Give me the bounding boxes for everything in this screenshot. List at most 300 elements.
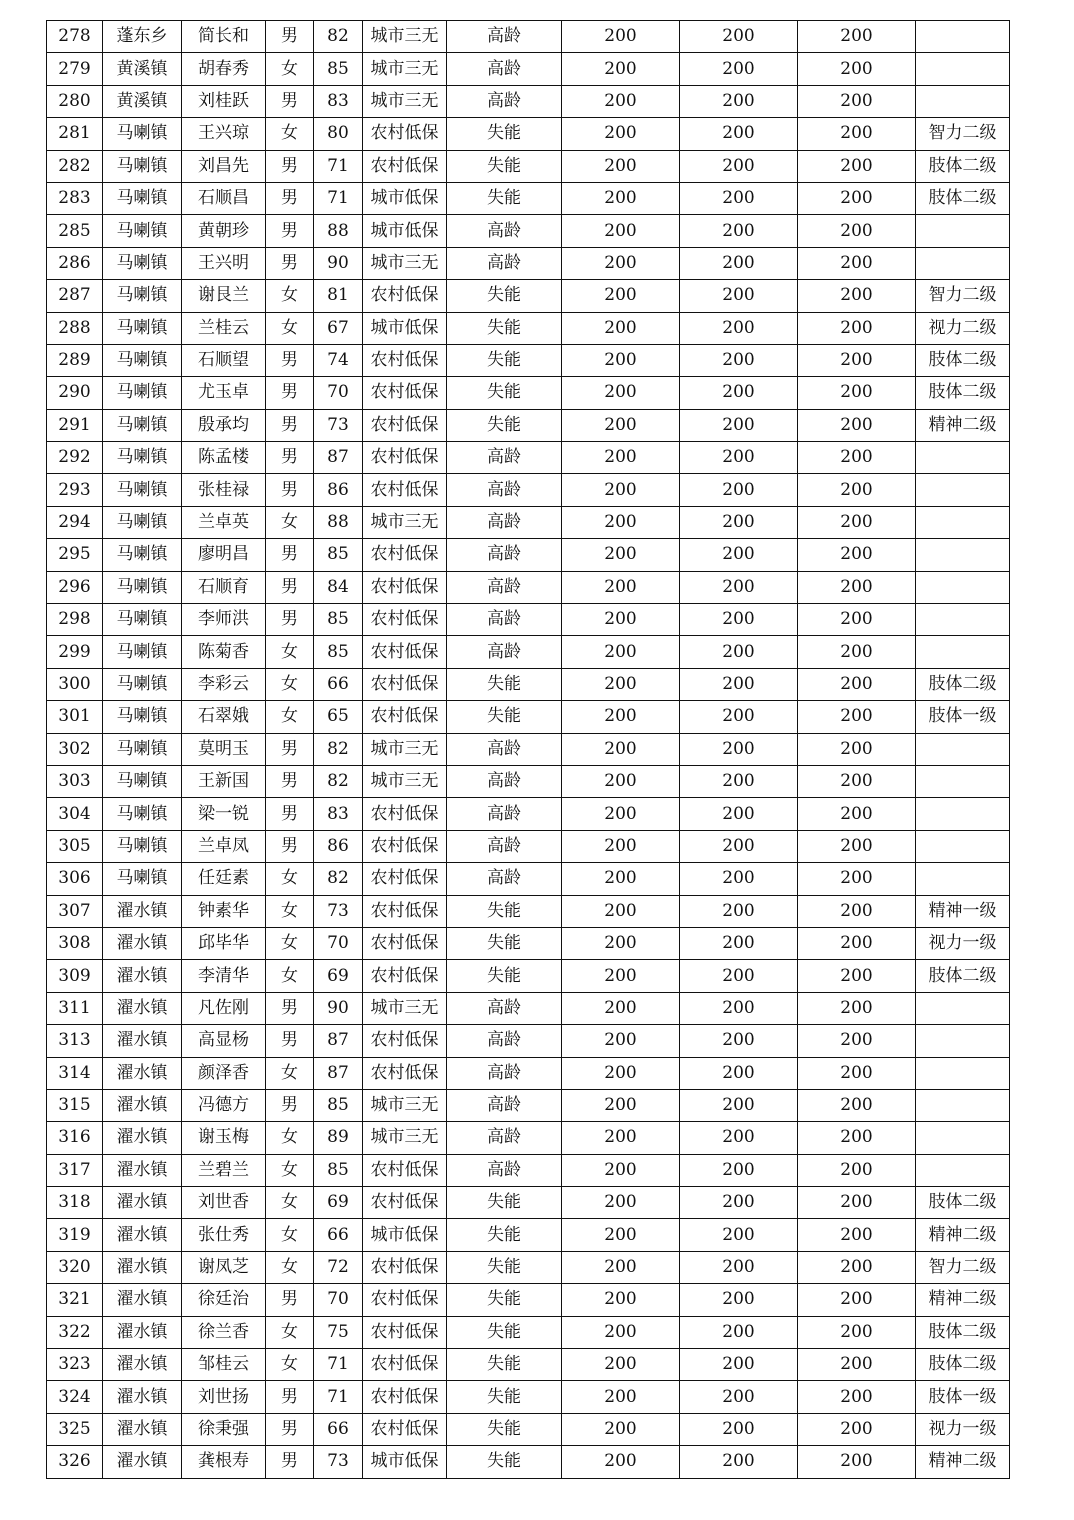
cell-amount-3: 200 — [798, 636, 916, 668]
cell-amount-2: 200 — [680, 409, 798, 441]
cell-amount-2: 200 — [680, 1219, 798, 1251]
cell-type: 高龄 — [447, 1122, 562, 1154]
table-row — [47, 312, 1010, 344]
cell-category: 农村低保 — [363, 798, 447, 830]
cell-township: 马喇镇 — [103, 765, 182, 797]
cell-type: 高龄 — [447, 442, 562, 474]
cell-serial-number: 302 — [47, 733, 103, 765]
cell-amount-2: 200 — [680, 830, 798, 862]
cell-name: 任廷素 — [182, 863, 266, 895]
cell-township: 濯水镇 — [103, 1446, 182, 1478]
cell-amount-3: 200 — [798, 53, 916, 85]
cell-age: 85 — [314, 53, 363, 85]
table-row — [47, 506, 1010, 538]
cell-serial-number: 293 — [47, 474, 103, 506]
table-row — [47, 1089, 1010, 1121]
cell-amount-3: 200 — [798, 474, 916, 506]
cell-name: 兰碧兰 — [182, 1154, 266, 1186]
cell-name: 徐廷治 — [182, 1284, 266, 1316]
cell-category: 城市三无 — [363, 765, 447, 797]
cell-type: 失能 — [447, 1381, 562, 1413]
cell-amount-2: 200 — [680, 571, 798, 603]
cell-category: 城市低保 — [363, 215, 447, 247]
cell-amount-1: 200 — [562, 895, 680, 927]
cell-disability-level — [916, 474, 1010, 506]
cell-name: 张桂禄 — [182, 474, 266, 506]
cell-amount-3: 200 — [798, 539, 916, 571]
cell-township: 马喇镇 — [103, 118, 182, 150]
cell-serial-number: 316 — [47, 1122, 103, 1154]
cell-amount-3: 200 — [798, 733, 916, 765]
cell-amount-2: 200 — [680, 1316, 798, 1348]
cell-gender: 女 — [266, 895, 314, 927]
cell-township: 濯水镇 — [103, 1187, 182, 1219]
cell-serial-number: 279 — [47, 53, 103, 85]
cell-amount-1: 200 — [562, 442, 680, 474]
cell-township: 濯水镇 — [103, 1349, 182, 1381]
cell-age: 80 — [314, 118, 363, 150]
cell-name: 石顺望 — [182, 344, 266, 376]
cell-gender: 男 — [266, 539, 314, 571]
cell-amount-2: 200 — [680, 636, 798, 668]
cell-township: 马喇镇 — [103, 312, 182, 344]
cell-type: 高龄 — [447, 1025, 562, 1057]
cell-amount-3: 200 — [798, 215, 916, 247]
cell-amount-3: 200 — [798, 118, 916, 150]
cell-age: 66 — [314, 668, 363, 700]
cell-gender: 男 — [266, 409, 314, 441]
cell-gender: 女 — [266, 636, 314, 668]
cell-township: 马喇镇 — [103, 442, 182, 474]
cell-amount-3: 200 — [798, 1316, 916, 1348]
cell-category: 农村低保 — [363, 1251, 447, 1283]
cell-name: 李师洪 — [182, 604, 266, 636]
cell-amount-2: 200 — [680, 53, 798, 85]
cell-age: 85 — [314, 636, 363, 668]
cell-disability-level: 肢体二级 — [916, 1349, 1010, 1381]
cell-type: 高龄 — [447, 1089, 562, 1121]
cell-type: 失能 — [447, 312, 562, 344]
cell-disability-level — [916, 539, 1010, 571]
cell-age: 90 — [314, 992, 363, 1024]
cell-serial-number: 286 — [47, 247, 103, 279]
cell-amount-1: 200 — [562, 506, 680, 538]
table-row — [47, 798, 1010, 830]
cell-disability-level — [916, 1122, 1010, 1154]
cell-amount-1: 200 — [562, 1057, 680, 1089]
cell-amount-2: 200 — [680, 150, 798, 182]
cell-township: 黄溪镇 — [103, 53, 182, 85]
cell-disability-level — [916, 506, 1010, 538]
cell-amount-1: 200 — [562, 85, 680, 117]
cell-gender: 女 — [266, 927, 314, 959]
table-row — [47, 1025, 1010, 1057]
cell-disability-level: 智力二级 — [916, 118, 1010, 150]
table-row — [47, 1413, 1010, 1445]
cell-serial-number: 307 — [47, 895, 103, 927]
cell-type: 高龄 — [447, 765, 562, 797]
cell-name: 谢艮兰 — [182, 280, 266, 312]
cell-amount-3: 200 — [798, 1187, 916, 1219]
cell-amount-3: 200 — [798, 960, 916, 992]
table-row — [47, 863, 1010, 895]
cell-disability-level — [916, 571, 1010, 603]
cell-name: 殷承均 — [182, 409, 266, 441]
cell-type: 失能 — [447, 1187, 562, 1219]
cell-age: 71 — [314, 1381, 363, 1413]
cell-amount-3: 200 — [798, 344, 916, 376]
cell-amount-1: 200 — [562, 1089, 680, 1121]
cell-gender: 女 — [266, 1219, 314, 1251]
cell-category: 农村低保 — [363, 1381, 447, 1413]
cell-amount-3: 200 — [798, 1057, 916, 1089]
cell-gender: 男 — [266, 1381, 314, 1413]
cell-type: 高龄 — [447, 604, 562, 636]
cell-disability-level: 视力一级 — [916, 1413, 1010, 1445]
cell-type: 失能 — [447, 1251, 562, 1283]
cell-gender: 男 — [266, 215, 314, 247]
cell-serial-number: 290 — [47, 377, 103, 409]
cell-amount-2: 200 — [680, 539, 798, 571]
cell-amount-3: 200 — [798, 1446, 916, 1478]
cell-type: 高龄 — [447, 571, 562, 603]
cell-gender: 男 — [266, 182, 314, 214]
table-row — [47, 1219, 1010, 1251]
cell-amount-2: 200 — [680, 312, 798, 344]
cell-amount-3: 200 — [798, 442, 916, 474]
cell-type: 高龄 — [447, 539, 562, 571]
cell-gender: 男 — [266, 992, 314, 1024]
cell-type: 失能 — [447, 895, 562, 927]
cell-township: 濯水镇 — [103, 1219, 182, 1251]
cell-disability-level: 肢体二级 — [916, 182, 1010, 214]
cell-disability-level — [916, 247, 1010, 279]
cell-township: 马喇镇 — [103, 863, 182, 895]
cell-amount-1: 200 — [562, 1381, 680, 1413]
cell-age: 89 — [314, 1122, 363, 1154]
cell-disability-level — [916, 215, 1010, 247]
cell-category: 城市三无 — [363, 247, 447, 279]
cell-type: 高龄 — [447, 474, 562, 506]
cell-category: 农村低保 — [363, 1057, 447, 1089]
cell-amount-1: 200 — [562, 150, 680, 182]
cell-serial-number: 318 — [47, 1187, 103, 1219]
cell-disability-level: 肢体二级 — [916, 1187, 1010, 1219]
cell-category: 农村低保 — [363, 1316, 447, 1348]
cell-amount-2: 200 — [680, 182, 798, 214]
cell-gender: 女 — [266, 960, 314, 992]
table-row — [47, 247, 1010, 279]
cell-age: 71 — [314, 182, 363, 214]
cell-name: 石顺育 — [182, 571, 266, 603]
cell-age: 82 — [314, 863, 363, 895]
cell-amount-1: 200 — [562, 1251, 680, 1283]
cell-type: 失能 — [447, 1284, 562, 1316]
cell-amount-2: 200 — [680, 21, 798, 53]
table-row — [47, 992, 1010, 1024]
cell-category: 城市低保 — [363, 182, 447, 214]
table-row — [47, 53, 1010, 85]
cell-category: 城市三无 — [363, 992, 447, 1024]
cell-name: 廖明昌 — [182, 539, 266, 571]
cell-township: 濯水镇 — [103, 960, 182, 992]
table-row — [47, 604, 1010, 636]
cell-category: 农村低保 — [363, 539, 447, 571]
cell-amount-2: 200 — [680, 474, 798, 506]
cell-type: 失能 — [447, 182, 562, 214]
table-row — [47, 377, 1010, 409]
cell-amount-2: 200 — [680, 895, 798, 927]
cell-type: 高龄 — [447, 1057, 562, 1089]
cell-amount-3: 200 — [798, 1284, 916, 1316]
cell-amount-2: 200 — [680, 280, 798, 312]
cell-township: 马喇镇 — [103, 830, 182, 862]
cell-gender: 男 — [266, 1025, 314, 1057]
table-row — [47, 21, 1010, 53]
cell-gender: 女 — [266, 863, 314, 895]
cell-age: 70 — [314, 1284, 363, 1316]
cell-serial-number: 301 — [47, 701, 103, 733]
table-row — [47, 927, 1010, 959]
cell-serial-number: 291 — [47, 409, 103, 441]
cell-township: 马喇镇 — [103, 377, 182, 409]
cell-disability-level: 肢体二级 — [916, 150, 1010, 182]
cell-gender: 男 — [266, 1413, 314, 1445]
cell-disability-level — [916, 1089, 1010, 1121]
table-row — [47, 571, 1010, 603]
cell-amount-1: 200 — [562, 701, 680, 733]
cell-amount-3: 200 — [798, 280, 916, 312]
cell-amount-3: 200 — [798, 247, 916, 279]
cell-amount-1: 200 — [562, 604, 680, 636]
table-row — [47, 1446, 1010, 1478]
cell-gender: 女 — [266, 280, 314, 312]
cell-age: 66 — [314, 1219, 363, 1251]
cell-gender: 男 — [266, 442, 314, 474]
cell-disability-level: 肢体二级 — [916, 377, 1010, 409]
cell-category: 城市三无 — [363, 21, 447, 53]
cell-amount-3: 200 — [798, 798, 916, 830]
cell-serial-number: 313 — [47, 1025, 103, 1057]
cell-age: 65 — [314, 701, 363, 733]
cell-amount-1: 200 — [562, 247, 680, 279]
cell-disability-level — [916, 765, 1010, 797]
cell-amount-1: 200 — [562, 960, 680, 992]
cell-serial-number: 283 — [47, 182, 103, 214]
cell-gender: 男 — [266, 1446, 314, 1478]
cell-type: 失能 — [447, 1219, 562, 1251]
cell-disability-level: 肢体二级 — [916, 1316, 1010, 1348]
cell-category: 农村低保 — [363, 1284, 447, 1316]
cell-name: 石翠娥 — [182, 701, 266, 733]
cell-township: 马喇镇 — [103, 474, 182, 506]
cell-name: 简长和 — [182, 21, 266, 53]
table-row — [47, 118, 1010, 150]
table-row — [47, 280, 1010, 312]
cell-age: 87 — [314, 442, 363, 474]
cell-gender: 男 — [266, 798, 314, 830]
table-row — [47, 150, 1010, 182]
cell-amount-1: 200 — [562, 636, 680, 668]
cell-category: 城市低保 — [363, 312, 447, 344]
cell-serial-number: 281 — [47, 118, 103, 150]
cell-disability-level — [916, 636, 1010, 668]
cell-name: 李彩云 — [182, 668, 266, 700]
cell-amount-1: 200 — [562, 280, 680, 312]
cell-amount-3: 200 — [798, 312, 916, 344]
cell-name: 徐兰香 — [182, 1316, 266, 1348]
cell-serial-number: 278 — [47, 21, 103, 53]
cell-amount-2: 200 — [680, 442, 798, 474]
cell-age: 74 — [314, 344, 363, 376]
cell-amount-2: 200 — [680, 733, 798, 765]
cell-serial-number: 320 — [47, 1251, 103, 1283]
cell-gender: 女 — [266, 1122, 314, 1154]
cell-amount-3: 200 — [798, 1089, 916, 1121]
cell-disability-level — [916, 85, 1010, 117]
cell-name: 邹桂云 — [182, 1349, 266, 1381]
cell-amount-1: 200 — [562, 927, 680, 959]
cell-age: 85 — [314, 1154, 363, 1186]
cell-disability-level — [916, 53, 1010, 85]
cell-disability-level — [916, 863, 1010, 895]
cell-amount-1: 200 — [562, 1446, 680, 1478]
cell-name: 陈菊香 — [182, 636, 266, 668]
cell-township: 濯水镇 — [103, 1413, 182, 1445]
cell-age: 73 — [314, 895, 363, 927]
cell-name: 兰卓英 — [182, 506, 266, 538]
cell-type: 高龄 — [447, 863, 562, 895]
cell-name: 张仕秀 — [182, 1219, 266, 1251]
cell-amount-2: 200 — [680, 765, 798, 797]
cell-disability-level — [916, 21, 1010, 53]
cell-amount-3: 200 — [798, 1413, 916, 1445]
cell-amount-3: 200 — [798, 830, 916, 862]
table-row — [47, 1316, 1010, 1348]
cell-name: 兰卓凤 — [182, 830, 266, 862]
cell-category: 农村低保 — [363, 377, 447, 409]
cell-age: 69 — [314, 1187, 363, 1219]
cell-category: 农村低保 — [363, 409, 447, 441]
cell-amount-1: 200 — [562, 1025, 680, 1057]
cell-type: 高龄 — [447, 733, 562, 765]
cell-name: 王兴琼 — [182, 118, 266, 150]
cell-type: 失能 — [447, 701, 562, 733]
table-row — [47, 215, 1010, 247]
cell-category: 农村低保 — [363, 1154, 447, 1186]
cell-amount-2: 200 — [680, 1284, 798, 1316]
cell-category: 农村低保 — [363, 895, 447, 927]
cell-name: 王兴明 — [182, 247, 266, 279]
cell-amount-3: 200 — [798, 21, 916, 53]
cell-amount-1: 200 — [562, 1219, 680, 1251]
cell-township: 马喇镇 — [103, 733, 182, 765]
cell-age: 82 — [314, 765, 363, 797]
cell-name: 徐秉强 — [182, 1413, 266, 1445]
cell-serial-number: 305 — [47, 830, 103, 862]
cell-serial-number: 315 — [47, 1089, 103, 1121]
cell-amount-1: 200 — [562, 863, 680, 895]
cell-type: 高龄 — [447, 1154, 562, 1186]
cell-amount-2: 200 — [680, 1251, 798, 1283]
cell-township: 马喇镇 — [103, 280, 182, 312]
cell-age: 72 — [314, 1251, 363, 1283]
cell-serial-number: 306 — [47, 863, 103, 895]
cell-type: 高龄 — [447, 53, 562, 85]
cell-amount-1: 200 — [562, 765, 680, 797]
cell-amount-2: 200 — [680, 668, 798, 700]
cell-township: 濯水镇 — [103, 1251, 182, 1283]
table-row — [47, 539, 1010, 571]
cell-name: 莫明玉 — [182, 733, 266, 765]
cell-type: 高龄 — [447, 830, 562, 862]
cell-township: 马喇镇 — [103, 571, 182, 603]
cell-category: 农村低保 — [363, 668, 447, 700]
cell-township: 马喇镇 — [103, 409, 182, 441]
table-row — [47, 1122, 1010, 1154]
cell-age: 87 — [314, 1025, 363, 1057]
cell-serial-number: 325 — [47, 1413, 103, 1445]
cell-amount-2: 200 — [680, 1381, 798, 1413]
cell-amount-1: 200 — [562, 1413, 680, 1445]
cell-category: 农村低保 — [363, 344, 447, 376]
cell-serial-number: 282 — [47, 150, 103, 182]
cell-township: 马喇镇 — [103, 668, 182, 700]
cell-category: 农村低保 — [363, 442, 447, 474]
cell-type: 失能 — [447, 1446, 562, 1478]
cell-amount-2: 200 — [680, 215, 798, 247]
cell-age: 81 — [314, 280, 363, 312]
cell-serial-number: 322 — [47, 1316, 103, 1348]
cell-amount-1: 200 — [562, 215, 680, 247]
cell-category: 城市三无 — [363, 733, 447, 765]
cell-township: 濯水镇 — [103, 895, 182, 927]
cell-amount-1: 200 — [562, 53, 680, 85]
cell-disability-level — [916, 830, 1010, 862]
cell-age: 71 — [314, 150, 363, 182]
cell-township: 马喇镇 — [103, 247, 182, 279]
cell-amount-2: 200 — [680, 344, 798, 376]
cell-amount-3: 200 — [798, 895, 916, 927]
cell-amount-2: 200 — [680, 1122, 798, 1154]
cell-age: 83 — [314, 798, 363, 830]
cell-amount-2: 200 — [680, 118, 798, 150]
cell-amount-2: 200 — [680, 992, 798, 1024]
cell-category: 城市三无 — [363, 1089, 447, 1121]
cell-gender: 女 — [266, 1316, 314, 1348]
cell-township: 马喇镇 — [103, 215, 182, 247]
cell-gender: 男 — [266, 604, 314, 636]
cell-amount-2: 200 — [680, 863, 798, 895]
cell-type: 高龄 — [447, 247, 562, 279]
cell-name: 兰桂云 — [182, 312, 266, 344]
cell-amount-1: 200 — [562, 1349, 680, 1381]
cell-name: 胡春秀 — [182, 53, 266, 85]
cell-type: 失能 — [447, 1413, 562, 1445]
table-row — [47, 442, 1010, 474]
cell-amount-3: 200 — [798, 85, 916, 117]
cell-disability-level: 精神二级 — [916, 1219, 1010, 1251]
cell-gender: 男 — [266, 765, 314, 797]
cell-disability-level — [916, 1025, 1010, 1057]
cell-name: 冯德方 — [182, 1089, 266, 1121]
cell-serial-number: 311 — [47, 992, 103, 1024]
cell-disability-level: 肢体一级 — [916, 701, 1010, 733]
table-row — [47, 182, 1010, 214]
cell-age: 88 — [314, 506, 363, 538]
cell-serial-number: 287 — [47, 280, 103, 312]
table-row — [47, 668, 1010, 700]
